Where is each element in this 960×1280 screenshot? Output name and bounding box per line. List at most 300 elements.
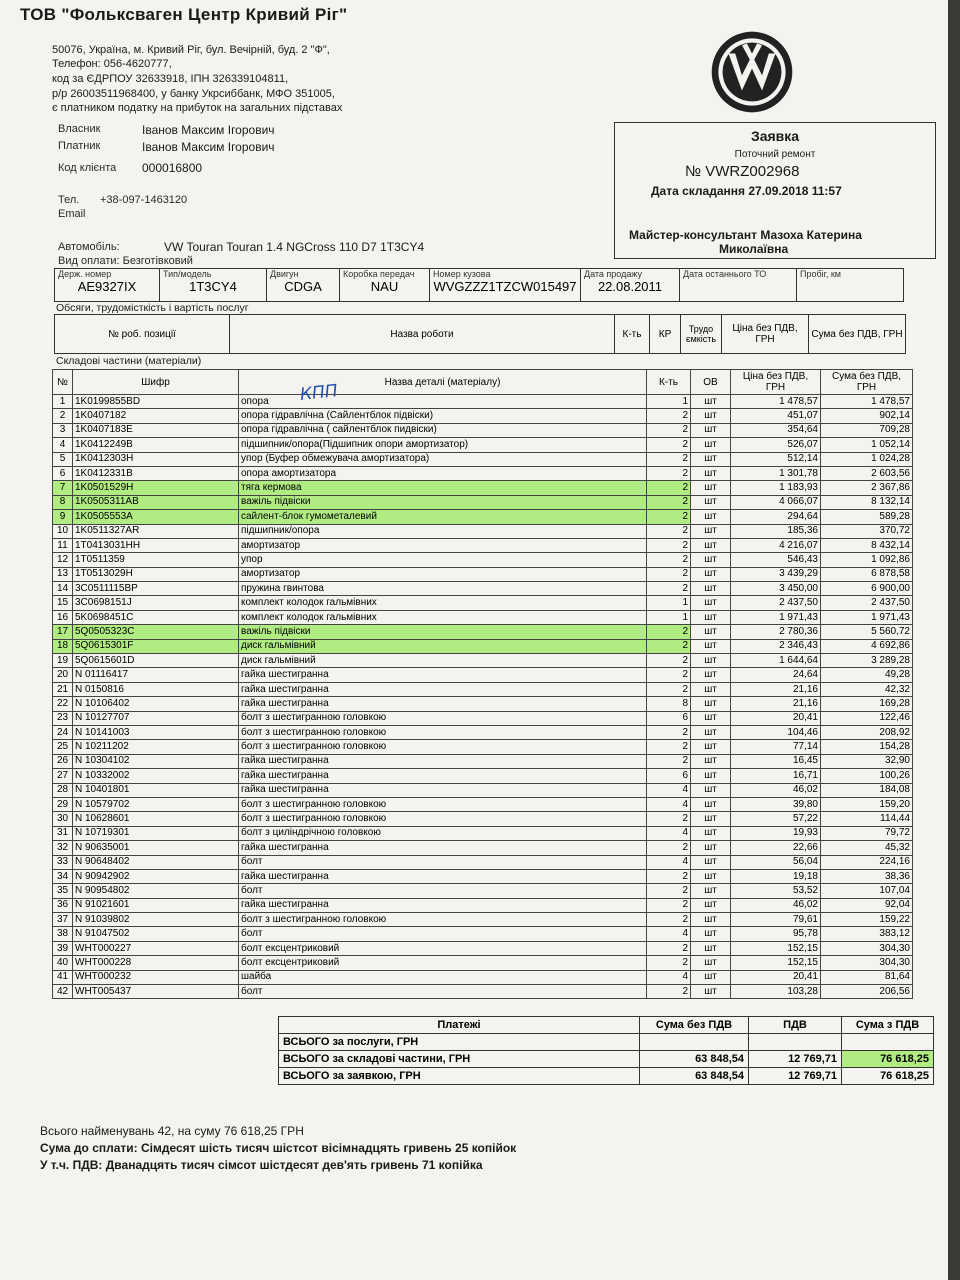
part-unit: шт <box>691 510 731 524</box>
part-qty: 2 <box>647 538 691 552</box>
part-price: 512,14 <box>731 452 821 466</box>
table-row <box>53 553 913 567</box>
order-title: Заявка <box>750 128 800 144</box>
part-name: амортизатор <box>239 538 647 552</box>
part-sum: 107,04 <box>821 884 913 898</box>
row-number: 1 <box>53 395 73 409</box>
part-unit: шт <box>691 668 731 682</box>
car-label: Автомобіль: <box>58 241 120 253</box>
part-price: 104,46 <box>731 725 821 739</box>
part-price: 2 437,50 <box>731 596 821 610</box>
part-price: 185,36 <box>731 524 821 538</box>
row-number: 17 <box>53 625 73 639</box>
order-number: № VWRZ002968 <box>685 163 800 180</box>
table-row <box>53 711 913 725</box>
part-name: болт з шестигранною головкою <box>239 725 647 739</box>
part-sum: 370,72 <box>821 524 913 538</box>
part-unit: шт <box>691 711 731 725</box>
row-number: 39 <box>53 941 73 955</box>
row-number: 9 <box>53 510 73 524</box>
part-name: гайка шестигранна <box>239 869 647 883</box>
part-unit: шт <box>691 740 731 754</box>
part-unit: шт <box>691 596 731 610</box>
part-price: 39,80 <box>731 797 821 811</box>
part-qty: 2 <box>647 481 691 495</box>
table-row <box>53 639 913 653</box>
part-price: 1 478,57 <box>731 395 821 409</box>
part-name: сайлент-блок гумометалевий <box>239 510 647 524</box>
part-price: 16,71 <box>731 769 821 783</box>
part-unit: шт <box>691 783 731 797</box>
parts-header: Шифр <box>73 370 239 395</box>
part-price: 3 450,00 <box>731 582 821 596</box>
table-row <box>53 826 913 840</box>
table-row <box>53 884 913 898</box>
part-qty: 2 <box>647 985 691 999</box>
items-count-line: Всього найменувань 42, на суму 76 618,25 ГРН <box>40 1124 304 1138</box>
part-sum: 2 603,56 <box>821 466 913 480</box>
table-row <box>53 855 913 869</box>
part-unit: шт <box>691 941 731 955</box>
part-unit: шт <box>691 438 731 452</box>
table-row <box>53 956 913 970</box>
part-name: болт з циліндрічною головкою <box>239 826 647 840</box>
part-qty: 2 <box>647 625 691 639</box>
part-price: 95,78 <box>731 927 821 941</box>
part-unit: шт <box>691 697 731 711</box>
part-sum: 159,22 <box>821 913 913 927</box>
part-qty: 8 <box>647 697 691 711</box>
table-row <box>53 596 913 610</box>
part-unit: шт <box>691 682 731 696</box>
part-code: N 91039802 <box>73 913 239 927</box>
part-unit: шт <box>691 553 731 567</box>
order-type: Поточний ремонт <box>734 149 816 160</box>
part-sum: 169,28 <box>821 697 913 711</box>
part-code: 3C0698151J <box>73 596 239 610</box>
part-sum: 304,30 <box>821 956 913 970</box>
part-sum: 8 132,14 <box>821 495 913 509</box>
row-number: 23 <box>53 711 73 725</box>
row-number: 31 <box>53 826 73 840</box>
row-number: 36 <box>53 898 73 912</box>
part-name: болт з шестигранною головкою <box>239 913 647 927</box>
part-code: 5Q0615601D <box>73 654 239 668</box>
part-name: амортизатор <box>239 567 647 581</box>
part-code: 1K0407183E <box>73 423 239 437</box>
totals-label: ВСЬОГО за заявкою, ГРН <box>279 1068 640 1085</box>
part-qty: 4 <box>647 927 691 941</box>
part-code: N 10332002 <box>73 769 239 783</box>
totals-header: Платежі <box>279 1017 640 1034</box>
table-row <box>53 697 913 711</box>
part-code: 5K0698451C <box>73 610 239 624</box>
part-code: 1T0413031HH <box>73 538 239 552</box>
part-sum: 208,92 <box>821 725 913 739</box>
master-consultant: Майстер-консультант Мазоха Катерина <box>629 228 862 242</box>
part-code: 1K0505553A <box>73 510 239 524</box>
part-unit: шт <box>691 567 731 581</box>
part-sum: 8 432,14 <box>821 538 913 552</box>
totals-header: Сума без ПДВ <box>640 1017 749 1034</box>
part-price: 56,04 <box>731 855 821 869</box>
table-row <box>53 524 913 538</box>
part-unit: шт <box>691 495 731 509</box>
parts-header: Назва деталі (матеріалу) <box>239 370 647 395</box>
phone-label: Тел. <box>58 194 80 206</box>
part-code: N 90635001 <box>73 841 239 855</box>
table-row <box>53 913 913 927</box>
company-name: ТОВ "Фольксваген Центр Кривий Ріг" <box>20 5 348 24</box>
part-price: 20,41 <box>731 711 821 725</box>
part-code: 1K0412331B <box>73 466 239 480</box>
row-number: 6 <box>53 466 73 480</box>
part-name: опора <box>239 395 647 409</box>
part-price: 53,52 <box>731 884 821 898</box>
row-number: 40 <box>53 956 73 970</box>
part-qty: 2 <box>647 639 691 653</box>
part-code: 1T0513029H <box>73 567 239 581</box>
part-code: N 10141003 <box>73 725 239 739</box>
table-row <box>53 841 913 855</box>
table-row <box>53 970 913 984</box>
table-row <box>53 812 913 826</box>
table-row <box>53 409 913 423</box>
part-name: опора гідравлічна ( сайлентблок пидвіски) <box>239 423 647 437</box>
row-number: 26 <box>53 754 73 768</box>
part-price: 19,93 <box>731 826 821 840</box>
vw-logo-icon <box>710 30 794 114</box>
table-row <box>53 510 913 524</box>
part-name: важіль підвіски <box>239 495 647 509</box>
part-name: упор <box>239 553 647 567</box>
part-unit: шт <box>691 452 731 466</box>
part-qty: 4 <box>647 826 691 840</box>
row-number: 8 <box>53 495 73 509</box>
svc-header: Ціна без ПДВ, ГРН <box>722 315 809 354</box>
part-name: опора амортизатора <box>239 466 647 480</box>
svc-header: № роб. позиції <box>55 315 230 354</box>
engine: CDGA <box>284 279 322 294</box>
part-sum: 4 692,86 <box>821 639 913 653</box>
part-code: N 10211202 <box>73 740 239 754</box>
row-number: 14 <box>53 582 73 596</box>
part-qty: 2 <box>647 941 691 955</box>
table-row <box>53 610 913 624</box>
part-code: 1K0511327AR <box>73 524 239 538</box>
part-qty: 6 <box>647 711 691 725</box>
table-row <box>53 538 913 552</box>
vehicle-header: Номер кузова <box>433 269 491 279</box>
part-unit: шт <box>691 538 731 552</box>
services-table <box>54 314 906 354</box>
part-sum: 2 437,50 <box>821 596 913 610</box>
part-sum: 6 878,58 <box>821 567 913 581</box>
part-qty: 2 <box>647 812 691 826</box>
part-unit: шт <box>691 625 731 639</box>
part-sum: 154,28 <box>821 740 913 754</box>
svc-header: Трудо ємкість <box>681 315 722 354</box>
totals-vat: 12 769,71 <box>749 1068 842 1085</box>
part-qty: 2 <box>647 869 691 883</box>
payment-type: Вид оплати: Безготівковий <box>58 255 193 267</box>
part-price: 2 780,36 <box>731 625 821 639</box>
client-code-value: 000016800 <box>142 161 203 175</box>
parts-header: Сума без ПДВ, ГРН <box>821 370 913 395</box>
part-qty: 2 <box>647 913 691 927</box>
phone-value: +38-097-1463120 <box>100 194 188 206</box>
table-row <box>53 927 913 941</box>
row-number: 37 <box>53 913 73 927</box>
part-price: 46,02 <box>731 783 821 797</box>
table-row <box>53 582 913 596</box>
row-number: 12 <box>53 553 73 567</box>
part-qty: 2 <box>647 884 691 898</box>
part-unit: шт <box>691 927 731 941</box>
svc-header: Сума без ПДВ, ГРН <box>809 315 906 354</box>
part-name: гайка шестигранна <box>239 783 647 797</box>
part-sum: 709,28 <box>821 423 913 437</box>
table-row <box>53 466 913 480</box>
part-sum: 383,12 <box>821 927 913 941</box>
part-sum: 206,56 <box>821 985 913 999</box>
totals-label: ВСЬОГО за послуги, ГРН <box>279 1034 640 1051</box>
part-sum: 122,46 <box>821 711 913 725</box>
part-qty: 4 <box>647 855 691 869</box>
totals-gross: 76 618,25 <box>842 1051 934 1068</box>
address-line: є платником податку на прибуток на загальних підставах <box>52 102 343 114</box>
part-price: 1 971,43 <box>731 610 821 624</box>
row-number: 38 <box>53 927 73 941</box>
part-price: 46,02 <box>731 898 821 912</box>
part-price: 21,16 <box>731 682 821 696</box>
part-qty: 4 <box>647 783 691 797</box>
part-code: N 10127707 <box>73 711 239 725</box>
part-qty: 2 <box>647 956 691 970</box>
part-name: гайка шестигранна <box>239 682 647 696</box>
part-name: важіль підвіски <box>239 625 647 639</box>
part-unit: шт <box>691 481 731 495</box>
part-price: 4 216,07 <box>731 538 821 552</box>
address-line: код за ЄДРПОУ 32633918, ІПН 326339104811, <box>52 73 289 85</box>
table-row <box>53 898 913 912</box>
part-unit: шт <box>691 524 731 538</box>
table-row <box>53 668 913 682</box>
part-unit: шт <box>691 956 731 970</box>
table-row <box>53 395 913 409</box>
part-name: опора гідравлічна (Сайлентблок підвіски) <box>239 409 647 423</box>
row-number: 15 <box>53 596 73 610</box>
address-line: Телефон: 056-4620777, <box>52 58 172 70</box>
services-caption: Обсяги, трудомісткість і вартість послуг <box>56 302 249 314</box>
table-row <box>53 869 913 883</box>
part-price: 21,16 <box>731 697 821 711</box>
part-code: WHT000227 <box>73 941 239 955</box>
part-qty: 4 <box>647 970 691 984</box>
handwritten-note: КПП <box>299 381 339 405</box>
part-qty: 2 <box>647 582 691 596</box>
part-name: болт <box>239 985 647 999</box>
table-row <box>53 654 913 668</box>
row-number: 19 <box>53 654 73 668</box>
part-sum: 45,32 <box>821 841 913 855</box>
part-unit: шт <box>691 797 731 811</box>
part-price: 354,64 <box>731 423 821 437</box>
part-name: гайка шестигранна <box>239 668 647 682</box>
vehicle-header: Коробка передач <box>343 269 415 279</box>
part-sum: 1 478,57 <box>821 395 913 409</box>
part-unit: шт <box>691 610 731 624</box>
part-sum: 1 052,14 <box>821 438 913 452</box>
part-code: N 90942902 <box>73 869 239 883</box>
part-unit: шт <box>691 869 731 883</box>
part-qty: 2 <box>647 524 691 538</box>
part-sum: 79,72 <box>821 826 913 840</box>
part-name: гайка шестигранна <box>239 841 647 855</box>
row-number: 32 <box>53 841 73 855</box>
amount-due-line: Сума до сплати: Сімдесят шість тисяч шістсот вісімнадцять гривень 25 копійок <box>40 1141 517 1155</box>
order-info-box <box>614 122 936 259</box>
vehicle-header: Дата останнього ТО <box>683 269 767 279</box>
part-qty: 2 <box>647 423 691 437</box>
vehicle-header: Пробіг, км <box>800 269 841 279</box>
model-type: 1T3CY4 <box>189 279 237 294</box>
part-name: болт <box>239 884 647 898</box>
part-unit: шт <box>691 841 731 855</box>
part-name: болт з шестигранною головкою <box>239 812 647 826</box>
part-name: комплект колодок гальмівних <box>239 596 647 610</box>
part-price: 77,14 <box>731 740 821 754</box>
part-sum: 224,16 <box>821 855 913 869</box>
table-row <box>53 941 913 955</box>
row-number: 20 <box>53 668 73 682</box>
part-code: N 01116417 <box>73 668 239 682</box>
address-line: 50076, Україна, м. Кривий Ріг, бул. Вечірній, буд. 2 "Ф", <box>52 44 330 56</box>
row-number: 42 <box>53 985 73 999</box>
part-qty: 2 <box>647 438 691 452</box>
parts-caption: Складові частини (матеріали) <box>56 355 202 367</box>
parts-header: Ціна без ПДВ, ГРН <box>731 370 821 395</box>
part-unit: шт <box>691 826 731 840</box>
master-consultant-name: Миколаївна <box>719 242 789 256</box>
totals-net <box>640 1034 749 1051</box>
part-code: N 10106402 <box>73 697 239 711</box>
client-code-label: Код клієнта <box>58 162 117 174</box>
part-sum: 42,32 <box>821 682 913 696</box>
part-price: 24,64 <box>731 668 821 682</box>
part-name: підшипник/опора <box>239 524 647 538</box>
part-name: болт <box>239 855 647 869</box>
table-row <box>53 682 913 696</box>
row-number: 10 <box>53 524 73 538</box>
part-name: болт з шестигранною головкою <box>239 711 647 725</box>
part-price: 22,66 <box>731 841 821 855</box>
part-name: гайка шестигранна <box>239 898 647 912</box>
part-name: пружина гвинтова <box>239 582 647 596</box>
table-row <box>53 725 913 739</box>
table-row <box>53 423 913 437</box>
part-unit: шт <box>691 582 731 596</box>
totals-gross: 76 618,25 <box>842 1068 934 1085</box>
row-number: 7 <box>53 481 73 495</box>
row-number: 35 <box>53 884 73 898</box>
part-qty: 2 <box>647 567 691 581</box>
part-price: 79,61 <box>731 913 821 927</box>
part-sum: 5 560,72 <box>821 625 913 639</box>
table-row <box>53 769 913 783</box>
row-number: 41 <box>53 970 73 984</box>
row-number: 21 <box>53 682 73 696</box>
part-qty: 2 <box>647 553 691 567</box>
svc-header: Назва роботи <box>230 315 615 354</box>
part-qty: 6 <box>647 769 691 783</box>
table-row <box>53 567 913 581</box>
part-qty: 4 <box>647 797 691 811</box>
vin: WVGZZZ1TZCW015497 <box>433 279 577 294</box>
row-number: 3 <box>53 423 73 437</box>
part-code: N 10628601 <box>73 812 239 826</box>
part-name: тяга кермова <box>239 481 647 495</box>
part-unit: шт <box>691 970 731 984</box>
table-row <box>53 495 913 509</box>
part-sum: 49,28 <box>821 668 913 682</box>
vehicle-table <box>54 268 904 302</box>
part-name: упор (Буфер обмежувача амортизатора) <box>239 452 647 466</box>
part-code: 1K0501529H <box>73 481 239 495</box>
part-sum: 2 367,86 <box>821 481 913 495</box>
row-number: 28 <box>53 783 73 797</box>
part-price: 103,28 <box>731 985 821 999</box>
part-unit: шт <box>691 855 731 869</box>
part-qty: 1 <box>647 596 691 610</box>
part-qty: 2 <box>647 495 691 509</box>
vehicle-header: Тип/модель <box>163 269 212 279</box>
part-qty: 2 <box>647 841 691 855</box>
totals-vat <box>749 1034 842 1051</box>
part-name: гайка шестигранна <box>239 769 647 783</box>
row-number: 22 <box>53 697 73 711</box>
part-name: болт ексцентриковий <box>239 956 647 970</box>
part-name: гайка шестигранна <box>239 697 647 711</box>
owner-label: Власник <box>58 123 101 135</box>
part-price: 4 066,07 <box>731 495 821 509</box>
part-price: 19,18 <box>731 869 821 883</box>
part-qty: 2 <box>647 654 691 668</box>
part-price: 1 301,78 <box>731 466 821 480</box>
part-name: шайба <box>239 970 647 984</box>
part-unit: шт <box>691 725 731 739</box>
car-value: VW Touran Touran 1.4 NGCross 110 D7 1T3CY4 <box>164 240 425 254</box>
part-code: N 90954802 <box>73 884 239 898</box>
part-code: N 0150816 <box>73 682 239 696</box>
table-row <box>53 783 913 797</box>
part-sum: 3 289,28 <box>821 654 913 668</box>
email-label: Email <box>58 208 86 220</box>
row-number: 34 <box>53 869 73 883</box>
owner-value: Іванов Максим Ігорович <box>142 123 275 137</box>
row-number: 27 <box>53 769 73 783</box>
part-unit: шт <box>691 985 731 999</box>
part-code: 1K0412303H <box>73 452 239 466</box>
part-code: 5Q0615301F <box>73 639 239 653</box>
payer-label: Платник <box>58 140 101 152</box>
totals-header: ПДВ <box>749 1017 842 1034</box>
part-sum: 81,64 <box>821 970 913 984</box>
part-name: комплект колодок гальмівних <box>239 610 647 624</box>
totals-gross <box>842 1034 934 1051</box>
row-number: 13 <box>53 567 73 581</box>
part-sum: 902,14 <box>821 409 913 423</box>
